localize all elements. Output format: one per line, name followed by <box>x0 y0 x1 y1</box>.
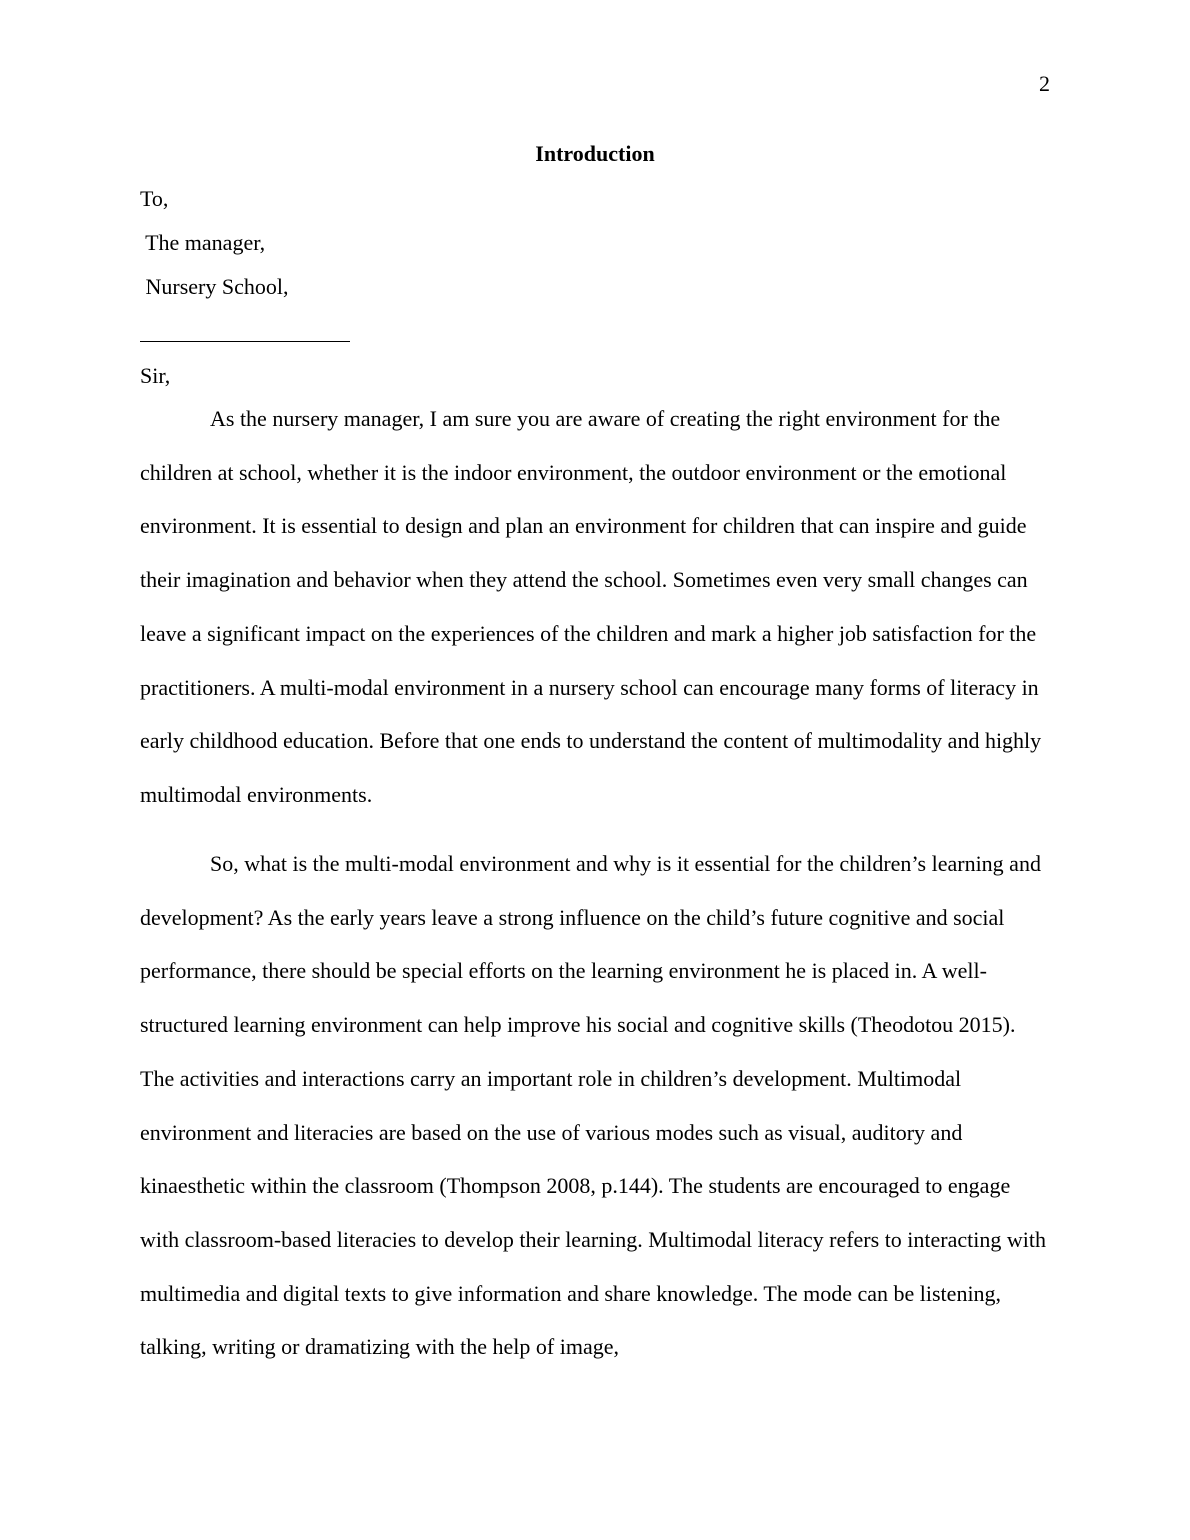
greeting: Sir, <box>140 363 171 388</box>
body-paragraph: As the nursery manager, I am sure you are aware of creating the right environment for the children at school, whether it is the indoor environment, the outdoor environment or the emotional environment. It is essential to design and plan an environment for children that can inspire and guide their imagination and behavior when they attend the school. Sometimes even very small changes can leave a significant impact on the experiences of the children and mark a higher job satisfaction for the practitioners. A multi-modal environment in a nursery school can encourage many forms of literacy in early childhood education. Before that one ends to understand the content of multimodality and highly multimodal environments. <box>140 406 1042 807</box>
blank-underline <box>140 341 350 342</box>
body-paragraph: So, what is the multi-modal environment and why is it essential for the children’s learning and development? As the early years leave a strong influence on the child’s future cognitive and social performance, there should be special efforts on the learning environment he is placed in. A well-structured learning environment can help improve his social and cognitive skills (Theodotou 2015). The activities and interactions carry an important role in children’s development. Multimodal environment and literacies are based on the use of various modes such as visual, auditory and kinaesthetic within the classroom (Thompson 2008, p.144). The students are encouraged to engage with classroom-based literacies to develop their learning. Multimodal literacy refers to interacting with multimedia and digital texts to give information and share knowledge. The mode can be listening, talking, writing or dramatizing with the help of image, <box>140 851 1046 1360</box>
section-heading: Introduction <box>535 141 655 166</box>
page-number: 2 <box>1039 71 1050 96</box>
address-to: To, <box>140 186 169 211</box>
address-recipient: The manager, <box>140 230 266 255</box>
address-organization: Nursery School, <box>140 274 289 299</box>
